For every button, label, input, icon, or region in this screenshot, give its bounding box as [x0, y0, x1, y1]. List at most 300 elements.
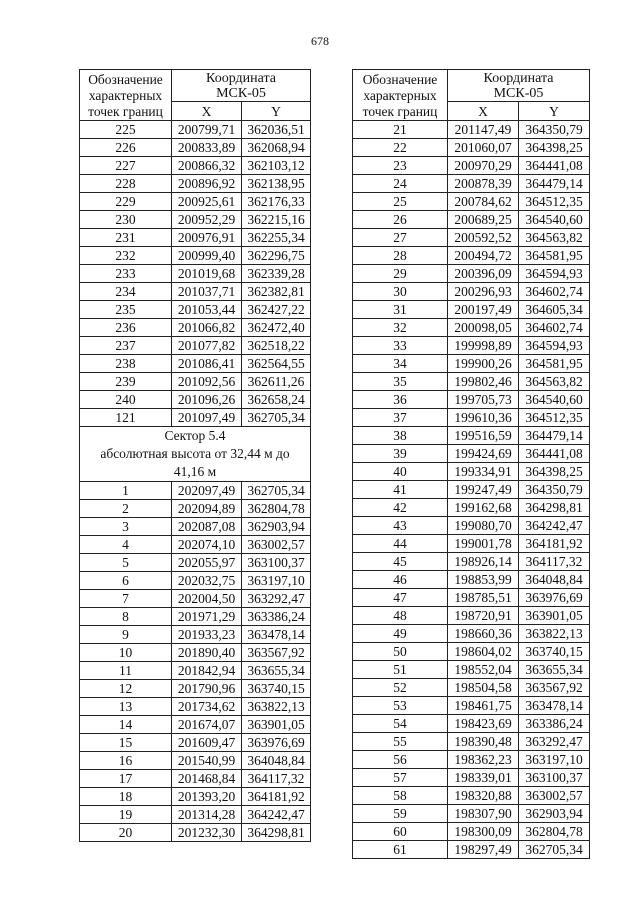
point-number-cell: 227 — [80, 157, 172, 175]
table-row — [353, 535, 590, 553]
x-coordinate-cell: 201468,84 — [172, 770, 242, 788]
x-coordinate-cell: 202097,49 — [172, 482, 242, 500]
point-number-cell: 24 — [353, 175, 448, 193]
point-number-cell: 232 — [80, 247, 172, 265]
x-coordinate-cell: 201147,49 — [448, 121, 519, 139]
table-row — [353, 409, 590, 427]
table-row — [80, 734, 311, 752]
y-coordinate-cell: 362068,94 — [242, 139, 311, 157]
y-coordinate-cell: 364117,32 — [519, 553, 590, 571]
y-coordinate-cell: 363567,92 — [242, 644, 311, 662]
point-number-cell: 236 — [80, 319, 172, 337]
y-coordinate-cell: 364563,82 — [519, 373, 590, 391]
x-coordinate-cell: 199247,49 — [448, 481, 519, 499]
header-name-line3: точек границ — [88, 104, 163, 119]
table-row — [80, 752, 311, 770]
table-row — [80, 391, 311, 409]
point-number-cell: 17 — [80, 770, 172, 788]
point-number-cell: 38 — [353, 427, 448, 445]
table-row — [80, 229, 311, 247]
y-coordinate-cell: 364540,60 — [519, 211, 590, 229]
x-coordinate-cell: 201314,28 — [172, 806, 242, 824]
y-coordinate-cell: 364441,08 — [519, 157, 590, 175]
y-coordinate-cell: 362903,94 — [242, 518, 311, 536]
table-row — [353, 625, 590, 643]
y-coordinate-cell: 364350,79 — [519, 481, 590, 499]
point-number-cell: 231 — [80, 229, 172, 247]
y-coordinate-cell: 362705,34 — [519, 841, 590, 859]
y-coordinate-cell: 364479,14 — [519, 175, 590, 193]
point-number-cell: 37 — [353, 409, 448, 427]
point-number-cell: 238 — [80, 355, 172, 373]
table-row — [80, 265, 311, 283]
table-row — [80, 572, 311, 590]
point-number-cell: 30 — [353, 283, 448, 301]
table-row — [353, 121, 590, 139]
point-number-cell: 19 — [80, 806, 172, 824]
point-number-cell: 52 — [353, 679, 448, 697]
point-number-cell: 11 — [80, 662, 172, 680]
y-coordinate-cell: 364398,25 — [519, 463, 590, 481]
point-number-cell: 121 — [80, 409, 172, 427]
table-row — [353, 589, 590, 607]
point-number-cell: 20 — [80, 824, 172, 842]
x-coordinate-cell: 202032,75 — [172, 572, 242, 590]
y-coordinate-cell: 362339,28 — [242, 265, 311, 283]
point-number-cell: 234 — [80, 283, 172, 301]
y-coordinate-cell: 364594,93 — [519, 337, 590, 355]
header-name-line1: Обозначение — [88, 72, 163, 87]
x-coordinate-cell: 198423,69 — [448, 715, 519, 733]
y-coordinate-cell: 363901,05 — [519, 607, 590, 625]
point-number-cell: 25 — [353, 193, 448, 211]
point-number-cell: 58 — [353, 787, 448, 805]
table-row — [353, 283, 590, 301]
table-row — [80, 157, 311, 175]
point-number-cell: 48 — [353, 607, 448, 625]
header-name-line2: характерных — [363, 88, 437, 103]
table-row — [80, 716, 311, 734]
point-number-cell: 57 — [353, 769, 448, 787]
table-row — [80, 680, 311, 698]
x-coordinate-cell: 199162,68 — [448, 499, 519, 517]
y-coordinate-cell: 362176,33 — [242, 193, 311, 211]
header-coord-line2: МСК-05 — [493, 85, 544, 101]
y-coordinate-cell: 362382,81 — [242, 283, 311, 301]
point-number-cell: 33 — [353, 337, 448, 355]
x-coordinate-cell: 201066,82 — [172, 319, 242, 337]
y-coordinate-cell: 364512,35 — [519, 193, 590, 211]
point-number-cell: 40 — [353, 463, 448, 481]
y-coordinate-cell: 363822,13 — [242, 698, 311, 716]
point-number-cell: 3 — [80, 518, 172, 536]
x-coordinate-cell: 200098,05 — [448, 319, 519, 337]
table-row — [353, 463, 590, 481]
point-number-cell: 29 — [353, 265, 448, 283]
x-coordinate-cell: 200866,32 — [172, 157, 242, 175]
table-row — [353, 499, 590, 517]
x-coordinate-cell: 202094,89 — [172, 500, 242, 518]
table-row — [353, 715, 590, 733]
table-row — [353, 391, 590, 409]
x-coordinate-cell: 201734,62 — [172, 698, 242, 716]
y-coordinate-cell: 362658,24 — [242, 391, 311, 409]
x-header: X — [172, 102, 242, 121]
sector-heading-row — [80, 427, 311, 482]
y-coordinate-cell: 364298,81 — [519, 499, 590, 517]
table-row — [353, 553, 590, 571]
y-coordinate-cell: 363002,57 — [519, 787, 590, 805]
point-number-cell: 4 — [80, 536, 172, 554]
x-coordinate-cell: 198307,90 — [448, 805, 519, 823]
point-number-cell: 47 — [353, 589, 448, 607]
table-row — [80, 554, 311, 572]
y-coordinate-cell: 364479,14 — [519, 427, 590, 445]
x-coordinate-cell: 201096,26 — [172, 391, 242, 409]
y-coordinate-cell: 364181,92 — [242, 788, 311, 806]
table-row — [353, 607, 590, 625]
table-row — [80, 301, 311, 319]
x-coordinate-cell: 201674,07 — [172, 716, 242, 734]
y-coordinate-cell: 363822,13 — [519, 625, 590, 643]
point-number-cell: 41 — [353, 481, 448, 499]
header-coord-line2: МСК-05 — [216, 85, 266, 101]
y-coordinate-cell: 363386,24 — [242, 608, 311, 626]
table-row — [80, 698, 311, 716]
point-number-cell: 230 — [80, 211, 172, 229]
table-row — [80, 409, 311, 427]
table-row — [353, 319, 590, 337]
x-coordinate-cell: 200799,71 — [172, 121, 242, 139]
x-coordinate-cell: 199516,59 — [448, 427, 519, 445]
point-number-cell: 31 — [353, 301, 448, 319]
y-coordinate-cell: 363976,69 — [242, 734, 311, 752]
y-coordinate-cell: 363197,10 — [519, 751, 590, 769]
y-coordinate-cell: 363740,15 — [519, 643, 590, 661]
y-coordinate-cell: 364594,93 — [519, 265, 590, 283]
table-row — [353, 787, 590, 805]
point-number-cell: 10 — [80, 644, 172, 662]
y-coordinate-cell: 364298,81 — [242, 824, 311, 842]
x-coordinate-cell: 198320,88 — [448, 787, 519, 805]
y-coordinate-cell: 363292,47 — [519, 733, 590, 751]
x-coordinate-cell: 201232,30 — [172, 824, 242, 842]
x-coordinate-cell: 201086,41 — [172, 355, 242, 373]
table-row — [353, 229, 590, 247]
x-coordinate-cell: 201609,47 — [172, 734, 242, 752]
table-row — [80, 373, 311, 391]
x-coordinate-cell: 199610,36 — [448, 409, 519, 427]
table-row — [80, 193, 311, 211]
y-coordinate-cell: 364563,82 — [519, 229, 590, 247]
table-row — [80, 121, 311, 139]
x-coordinate-cell: 199424,69 — [448, 445, 519, 463]
x-coordinate-cell: 200896,92 — [172, 175, 242, 193]
y-coordinate-cell: 362804,78 — [242, 500, 311, 518]
x-coordinate-cell: 200592,52 — [448, 229, 519, 247]
x-coordinate-cell: 198297,49 — [448, 841, 519, 859]
point-number-cell: 45 — [353, 553, 448, 571]
header-name-line2: характерных — [88, 88, 163, 103]
y-coordinate-cell: 363567,92 — [519, 679, 590, 697]
point-number-cell: 2 — [80, 500, 172, 518]
y-coordinate-cell: 362472,40 — [242, 319, 311, 337]
table-row — [353, 517, 590, 535]
point-number-cell: 15 — [80, 734, 172, 752]
y-coordinate-cell: 362705,34 — [242, 409, 311, 427]
table-row — [80, 770, 311, 788]
x-coordinate-cell: 198504,58 — [448, 679, 519, 697]
y-coordinate-cell: 364048,84 — [519, 571, 590, 589]
table-row — [353, 481, 590, 499]
x-coordinate-cell: 201842,94 — [172, 662, 242, 680]
point-number-cell: 237 — [80, 337, 172, 355]
y-coordinate-cell: 364181,92 — [519, 535, 590, 553]
x-coordinate-cell: 201890,40 — [172, 644, 242, 662]
table-row — [353, 733, 590, 751]
point-number-cell: 50 — [353, 643, 448, 661]
table-row — [80, 500, 311, 518]
x-coordinate-cell: 199802,46 — [448, 373, 519, 391]
y-header: Y — [519, 102, 590, 121]
table-row — [353, 157, 590, 175]
table-row — [353, 247, 590, 265]
y-coordinate-cell: 362036,51 — [242, 121, 311, 139]
y-coordinate-cell: 364441,08 — [519, 445, 590, 463]
x-coordinate-cell: 201060,07 — [448, 139, 519, 157]
point-number-cell: 233 — [80, 265, 172, 283]
table-row — [353, 751, 590, 769]
point-number-cell: 14 — [80, 716, 172, 734]
y-coordinate-cell: 363655,34 — [242, 662, 311, 680]
table-row — [80, 337, 311, 355]
x-coordinate-cell: 200970,29 — [448, 157, 519, 175]
x-coordinate-cell: 198552,04 — [448, 661, 519, 679]
y-coordinate-cell: 363100,37 — [242, 554, 311, 572]
point-number-cell: 60 — [353, 823, 448, 841]
point-number-cell: 26 — [353, 211, 448, 229]
x-coordinate-cell: 201053,44 — [172, 301, 242, 319]
point-number-cell: 36 — [353, 391, 448, 409]
y-coordinate-cell: 363386,24 — [519, 715, 590, 733]
table-row — [353, 427, 590, 445]
table-row — [353, 841, 590, 859]
y-coordinate-cell: 364350,79 — [519, 121, 590, 139]
point-number-cell: 44 — [353, 535, 448, 553]
table-row — [353, 679, 590, 697]
y-coordinate-cell: 363976,69 — [519, 589, 590, 607]
x-coordinate-cell: 201097,49 — [172, 409, 242, 427]
y-coordinate-cell: 363197,10 — [242, 572, 311, 590]
point-number-cell: 27 — [353, 229, 448, 247]
sector-heading-line1: Сектор 5.4 — [164, 428, 226, 443]
x-coordinate-cell: 201540,99 — [172, 752, 242, 770]
table-row — [80, 319, 311, 337]
table-header-row — [80, 70, 311, 102]
x-coordinate-cell: 200925,61 — [172, 193, 242, 211]
x-coordinate-cell: 198362,23 — [448, 751, 519, 769]
y-coordinate-cell: 362215,16 — [242, 211, 311, 229]
point-number-cell: 49 — [353, 625, 448, 643]
coordinate-header — [448, 70, 590, 102]
y-coordinate-cell: 363002,57 — [242, 536, 311, 554]
y-coordinate-cell: 363478,14 — [242, 626, 311, 644]
table-row — [353, 643, 590, 661]
y-coordinate-cell: 364602,74 — [519, 319, 590, 337]
y-coordinate-cell: 362138,95 — [242, 175, 311, 193]
header-name-line1: Обозначение — [362, 72, 438, 87]
x-coordinate-cell: 198720,91 — [448, 607, 519, 625]
table-row — [353, 823, 590, 841]
table-row — [353, 661, 590, 679]
x-coordinate-cell: 201790,96 — [172, 680, 242, 698]
table-row — [80, 355, 311, 373]
table-row — [353, 301, 590, 319]
table-row — [80, 608, 311, 626]
y-coordinate-cell: 362255,34 — [242, 229, 311, 247]
point-number-cell: 16 — [80, 752, 172, 770]
table-row — [353, 697, 590, 715]
table-row — [80, 662, 311, 680]
point-number-cell: 240 — [80, 391, 172, 409]
y-coordinate-cell: 363292,47 — [242, 590, 311, 608]
point-number-cell: 7 — [80, 590, 172, 608]
y-coordinate-cell: 362611,26 — [242, 373, 311, 391]
point-number-cell: 5 — [80, 554, 172, 572]
x-coordinate-cell: 200494,72 — [448, 247, 519, 265]
x-coordinate-cell: 202004,50 — [172, 590, 242, 608]
table-row — [80, 626, 311, 644]
table-row — [80, 824, 311, 842]
point-number-cell: 39 — [353, 445, 448, 463]
y-coordinate-cell: 362427,22 — [242, 301, 311, 319]
point-number-cell: 42 — [353, 499, 448, 517]
y-coordinate-cell: 364117,32 — [242, 770, 311, 788]
y-coordinate-cell: 364540,60 — [519, 391, 590, 409]
table-row — [353, 571, 590, 589]
x-coordinate-cell: 200689,25 — [448, 211, 519, 229]
point-number-cell: 28 — [353, 247, 448, 265]
sector-heading-line3: 41,16 м — [173, 464, 217, 479]
x-coordinate-cell: 202087,08 — [172, 518, 242, 536]
header-coord-line1: Координата — [483, 70, 554, 86]
x-coordinate-cell: 198785,51 — [448, 589, 519, 607]
x-header: X — [448, 102, 519, 121]
x-coordinate-cell: 200197,49 — [448, 301, 519, 319]
y-coordinate-cell: 363901,05 — [242, 716, 311, 734]
table-header-row — [353, 70, 590, 102]
table-row — [353, 445, 590, 463]
coordinates-table-left — [79, 69, 311, 842]
table-row — [80, 536, 311, 554]
y-coordinate-cell: 362804,78 — [519, 823, 590, 841]
y-coordinate-cell: 362103,12 — [242, 157, 311, 175]
point-number-cell: 225 — [80, 121, 172, 139]
y-coordinate-cell: 362296,75 — [242, 247, 311, 265]
point-number-cell: 35 — [353, 373, 448, 391]
x-coordinate-cell: 199080,70 — [448, 517, 519, 535]
page-number: 678 — [311, 34, 329, 48]
table-row — [80, 644, 311, 662]
point-number-cell: 9 — [80, 626, 172, 644]
point-number-cell: 21 — [353, 121, 448, 139]
y-coordinate-cell: 362564,55 — [242, 355, 311, 373]
x-coordinate-cell: 199705,73 — [448, 391, 519, 409]
y-coordinate-cell: 364512,35 — [519, 409, 590, 427]
x-coordinate-cell: 198461,75 — [448, 697, 519, 715]
x-coordinate-cell: 198926,14 — [448, 553, 519, 571]
x-coordinate-cell: 201077,82 — [172, 337, 242, 355]
header-name-line3: точек границ — [362, 104, 438, 119]
table-row — [80, 283, 311, 301]
point-number-cell: 34 — [353, 355, 448, 373]
y-header: Y — [242, 102, 311, 121]
table-row — [80, 482, 311, 500]
x-coordinate-cell: 200833,89 — [172, 139, 242, 157]
point-number-cell: 54 — [353, 715, 448, 733]
table-row — [80, 211, 311, 229]
point-number-cell: 61 — [353, 841, 448, 859]
y-coordinate-cell: 362705,34 — [242, 482, 311, 500]
table-row — [80, 518, 311, 536]
y-coordinate-cell: 364602,74 — [519, 283, 590, 301]
point-number-cell: 32 — [353, 319, 448, 337]
table-row — [353, 175, 590, 193]
x-coordinate-cell: 202055,97 — [172, 554, 242, 572]
point-number-cell: 22 — [353, 139, 448, 157]
point-number-cell: 18 — [80, 788, 172, 806]
point-number-cell: 51 — [353, 661, 448, 679]
point-number-cell: 43 — [353, 517, 448, 535]
point-number-cell: 13 — [80, 698, 172, 716]
point-number-cell: 6 — [80, 572, 172, 590]
table-row — [80, 139, 311, 157]
point-number-cell: 1 — [80, 482, 172, 500]
y-coordinate-cell: 364581,95 — [519, 247, 590, 265]
table-row — [353, 193, 590, 211]
point-number-cell: 46 — [353, 571, 448, 589]
x-coordinate-cell: 198300,09 — [448, 823, 519, 841]
x-coordinate-cell: 201393,20 — [172, 788, 242, 806]
x-coordinate-cell: 199334,91 — [448, 463, 519, 481]
point-designation-header — [353, 70, 448, 121]
y-coordinate-cell: 364048,84 — [242, 752, 311, 770]
table-row — [80, 788, 311, 806]
x-coordinate-cell: 201933,23 — [172, 626, 242, 644]
x-coordinate-cell: 198339,01 — [448, 769, 519, 787]
y-coordinate-cell: 363100,37 — [519, 769, 590, 787]
x-coordinate-cell: 200952,29 — [172, 211, 242, 229]
y-coordinate-cell: 364242,47 — [242, 806, 311, 824]
coordinates-table-right — [352, 69, 590, 859]
point-number-cell: 53 — [353, 697, 448, 715]
coordinate-header — [172, 70, 311, 102]
table-row — [353, 337, 590, 355]
x-coordinate-cell: 200976,91 — [172, 229, 242, 247]
x-coordinate-cell: 201037,71 — [172, 283, 242, 301]
x-coordinate-cell: 200396,09 — [448, 265, 519, 283]
y-coordinate-cell: 363478,14 — [519, 697, 590, 715]
x-coordinate-cell: 200878,39 — [448, 175, 519, 193]
point-designation-header — [80, 70, 172, 121]
table-row — [353, 373, 590, 391]
x-coordinate-cell: 200296,93 — [448, 283, 519, 301]
x-coordinate-cell: 198660,36 — [448, 625, 519, 643]
x-coordinate-cell: 201971,29 — [172, 608, 242, 626]
table-row — [80, 175, 311, 193]
point-number-cell: 23 — [353, 157, 448, 175]
point-number-cell: 59 — [353, 805, 448, 823]
